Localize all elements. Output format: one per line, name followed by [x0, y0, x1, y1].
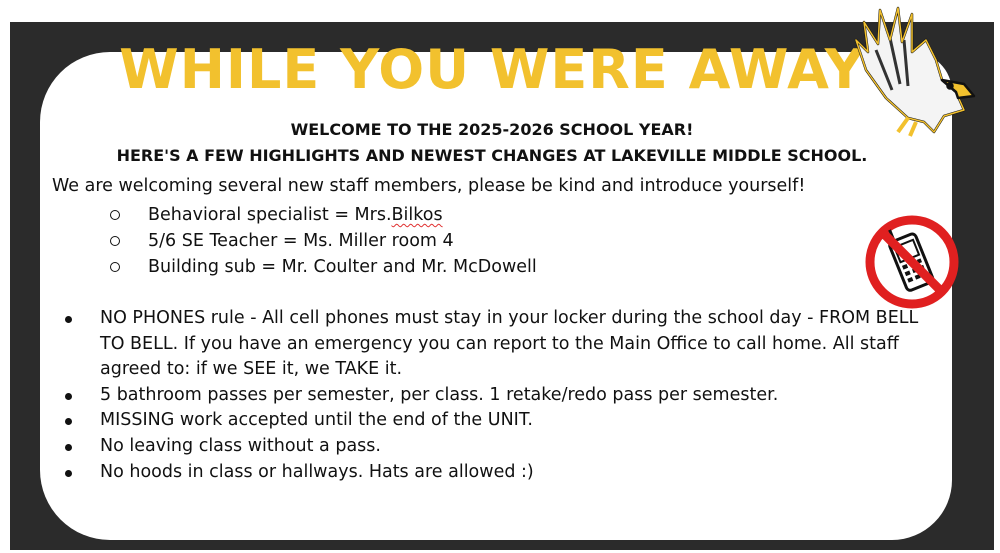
staff-role: Behavioral specialist = Mrs.	[148, 205, 392, 225]
list-item	[110, 228, 537, 254]
list-item	[62, 434, 942, 460]
staff-role: 5/6 SE Teacher = Ms. Miller room 4	[148, 231, 454, 251]
rule-text: NO PHONES rule - All cell phones must stay in your locker during the school day - FROM BELL TO BELL. If you have an emergency you can report to the Main Office to call home. All staff agreed to: if we SEE it, we TAKE it.	[100, 308, 919, 380]
highlights-heading: HERE'S A FEW HIGHLIGHTS AND NEWEST CHANGES AT LAKEVILLE MIDDLE SCHOOL.	[116, 146, 868, 165]
list-item	[110, 202, 537, 228]
list-item	[62, 306, 942, 383]
rule-text: No hoods in class or hallways. Hats are allowed :)	[100, 461, 534, 482]
rule-text: 5 bathroom passes per semester, per class. 1 retake/redo pass per semester.	[100, 384, 779, 405]
list-item	[62, 408, 942, 434]
bullet-icon	[65, 470, 72, 477]
welcome-heading: WELCOME TO THE 2025-2026 SCHOOL YEAR!	[290, 120, 694, 139]
page-title: WHILE YOU WERE AWAY	[119, 38, 865, 101]
circle-bullet-icon	[110, 236, 120, 246]
list-item	[110, 254, 537, 280]
circle-bullet-icon	[110, 210, 120, 220]
staff-list	[110, 202, 537, 280]
bullet-icon	[65, 418, 72, 425]
no-phone-icon	[864, 214, 960, 310]
list-item	[62, 460, 942, 486]
eagle-icon	[846, 0, 986, 140]
staff-intro: We are welcoming several new staff members, please be kind and introduce yourself!	[52, 176, 806, 196]
rules-list	[62, 306, 942, 485]
bullet-icon	[65, 316, 72, 323]
rule-text: No leaving class without a pass.	[100, 435, 381, 456]
staff-role: Building sub = Mr. Coulter and Mr. McDowell	[148, 257, 537, 277]
bullet-icon	[65, 393, 72, 400]
bullet-icon	[65, 444, 72, 451]
list-item	[62, 383, 942, 409]
rule-text: MISSING work accepted until the end of the UNIT.	[100, 410, 533, 431]
staff-name: Bilkos	[391, 205, 443, 225]
circle-bullet-icon	[110, 262, 120, 272]
